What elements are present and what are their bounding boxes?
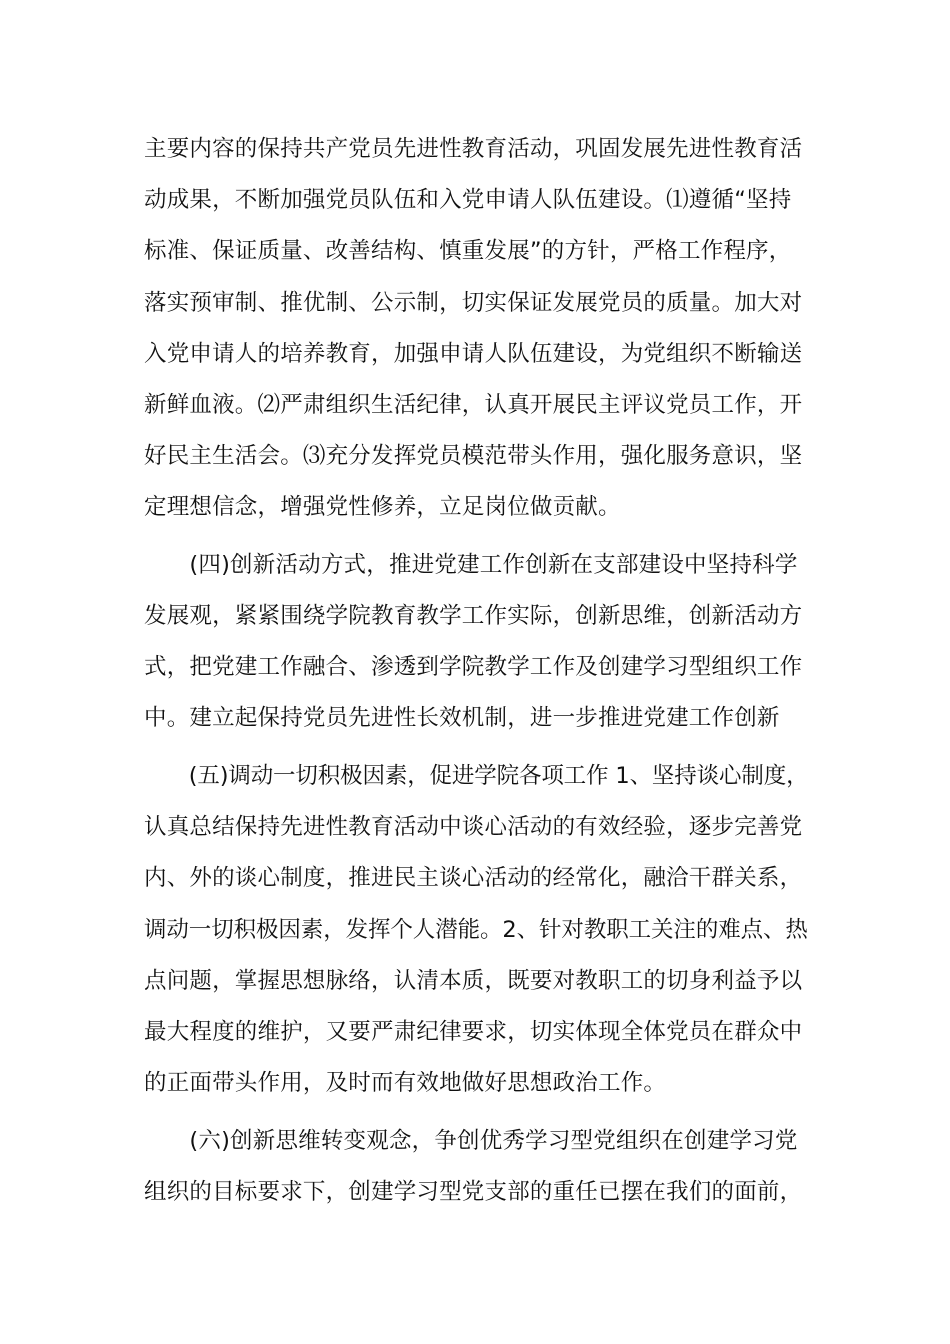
text-line: 定理想信念，增强党性修养，立足岗位做贡献。 — [144, 494, 621, 521]
text-line: 式，把党建工作融合、渗透到学院教学工作及创建学习型组织工作 — [144, 654, 803, 681]
text-line: 发展观，紧紧围绕学院教育教学工作实际，创新思维，创新活动方 — [144, 603, 803, 630]
text-line: 动成果，不断加强党员队伍和入党申请人队伍建设。⑴遵循“坚持 — [144, 187, 792, 214]
text-line: (五)调动一切积极因素，促进学院各项工作 1、坚持谈心制度， — [144, 763, 809, 790]
text-line: 落实预审制、推优制、公示制，切实保证发展党员的质量。加大对 — [144, 289, 803, 316]
text-line: 标准、保证质量、改善结构、慎重发展”的方针，严格工作程序， — [144, 238, 792, 265]
text-line: (六)创新思维转变观念，争创优秀学习型党组织在创建学习党 — [144, 1127, 798, 1154]
text-line: 入党申请人的培养教育，加强申请人队伍建设，为党组织不断输送 — [144, 340, 803, 367]
text-line: (四)创新活动方式，推进党建工作创新在支部建设中坚持科学 — [144, 551, 798, 578]
text-line: 主要内容的保持共产党员先进性教育活动，巩固发展先进性教育活 — [144, 136, 803, 162]
text-line: 好民主生活会。⑶充分发挥党员模范带头作用，强化服务意识，坚 — [144, 443, 803, 470]
text-line: 调动一切积极因素，发挥个人潜能。2、针对教职工关注的难点、热 — [144, 916, 808, 943]
text-line: 中。建立起保持党员先进性长效机制，进一步推进党建工作创新 — [144, 705, 780, 732]
paragraph-2 — [144, 540, 808, 745]
text-line: 组织的目标要求下，创建学习型党支部的重任已摆在我们的面前， — [144, 1178, 803, 1205]
text-line: 点问题，掌握思想脉络，认清本质，既要对教职工的切身利益予以 — [144, 967, 803, 994]
paragraph-4 — [144, 1116, 808, 1218]
text-line: 认真总结保持先进性教育活动中谈心活动的有效经验，逐步完善党 — [144, 814, 803, 841]
document-page — [144, 124, 808, 1218]
text-line: 新鲜血液。⑵严肃组织生活纪律，认真开展民主评议党员工作，开 — [144, 391, 803, 418]
paragraph-3 — [144, 751, 808, 1109]
text-line: 内、外的谈心制度，推进民主谈心活动的经常化，融洽干群关系， — [144, 865, 803, 892]
paragraph-1 — [144, 124, 808, 534]
text-line: 的正面带头作用，及时而有效地做好思想政治工作。 — [144, 1070, 667, 1097]
text-line: 最大程度的维护，又要严肃纪律要求，切实体现全体党员在群众中 — [144, 1018, 803, 1045]
